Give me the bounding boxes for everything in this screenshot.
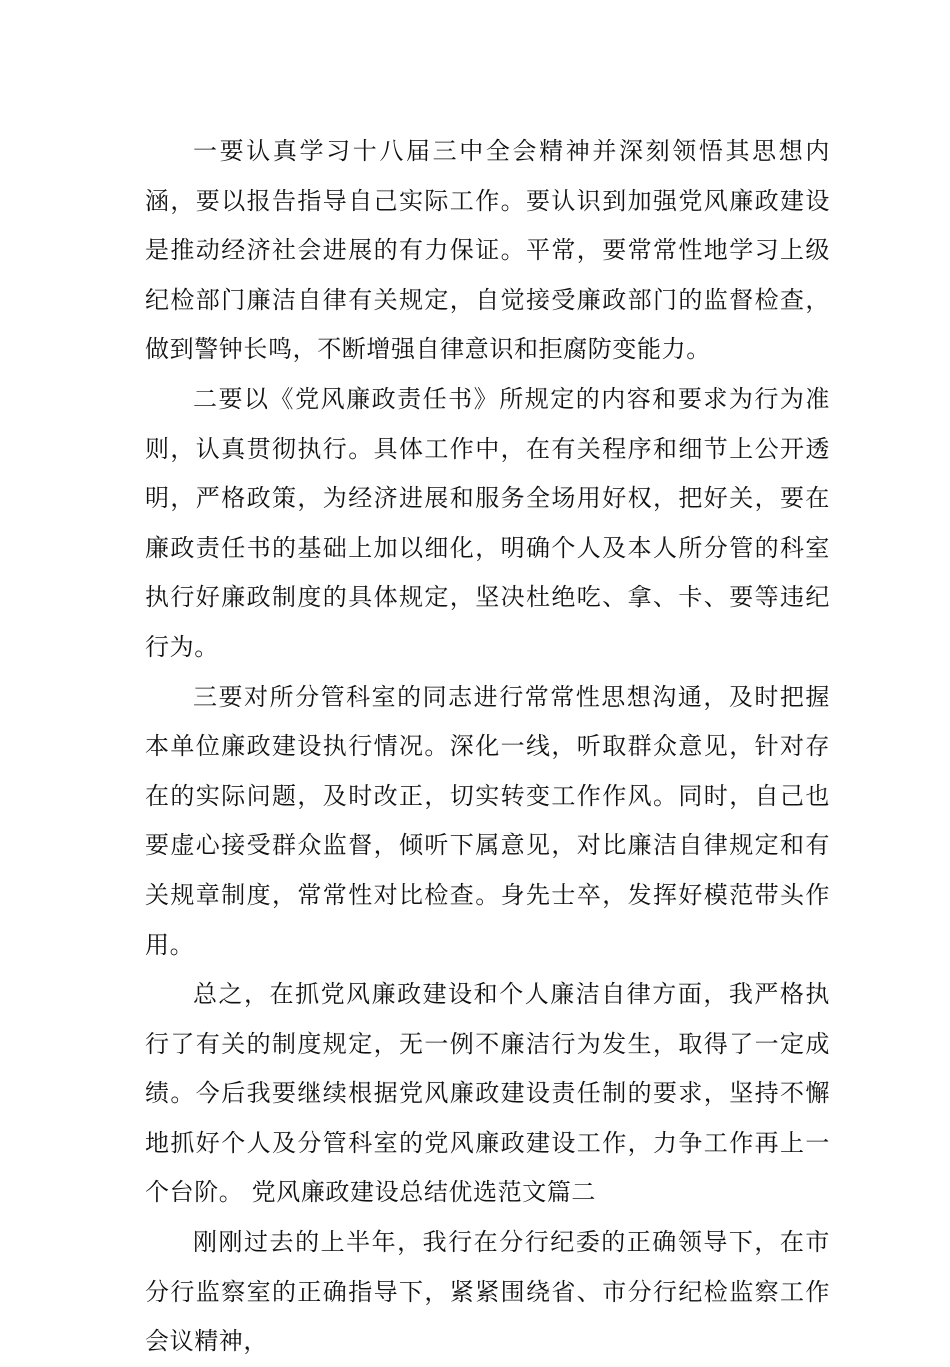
paragraph-2: 二要以《党风廉政责任书》所规定的内容和要求为行为准则，认真贯彻执行。具体工作中，在有关程序和细节上公开透明，严格政策，为经济进展和服务全场用好权，把好关，要在廉政责任书的基础上加以细化，明确个人及本人所分管的科室执行好廉政制度的具体规定，坚决杜绝吃、拿、卡、要等违纪行为。 [145, 384, 830, 661]
paragraph-1: 一要认真学习十八届三中全会精神并深刻领悟其思想内涵，要以报告指导自己实际工作。要认识到加强党风廉政建设是推动经济社会进展的有力保证。平常，要常常性地学习上级纪检部门廉洁自律有关规定，自觉接受廉政部门的监督检查，做到警钟长鸣，不断增强自律意识和拒腐防变能力。 [145, 137, 830, 364]
paragraph-5: 刚刚过去的上半年，我行在分行纪委的正确领导下，在市分行监察室的正确指导下，紧紧围绕省、市分行纪检监察工作会议精神， [145, 1228, 830, 1356]
paragraph-3: 三要对所分管科室的同志进行常常性思想沟通，及时把握本单位廉政建设执行情况。深化一线，听取群众意见，针对存在的实际问题，及时改正，切实转变工作作风。同时，自己也要虚心接受群众监督，倾听下属意见，对比廉洁自律规定和有关规章制度，常常性对比检查。身先士卒，发挥好模范带头作用。 [145, 682, 830, 959]
paragraph-4: 总之，在抓党风廉政建设和个人廉洁自律方面，我严格执行了有关的制度规定，无一例不廉洁行为发生，取得了一定成绩。今后我要继续根据党风廉政建设责任制的要求，坚持不懈地抓好个人及分管科室的党风廉政建设工作，力争工作再上一个台阶。 党风廉政建设总结优选范文篇二 [145, 980, 830, 1207]
document-body [145, 127, 830, 1367]
